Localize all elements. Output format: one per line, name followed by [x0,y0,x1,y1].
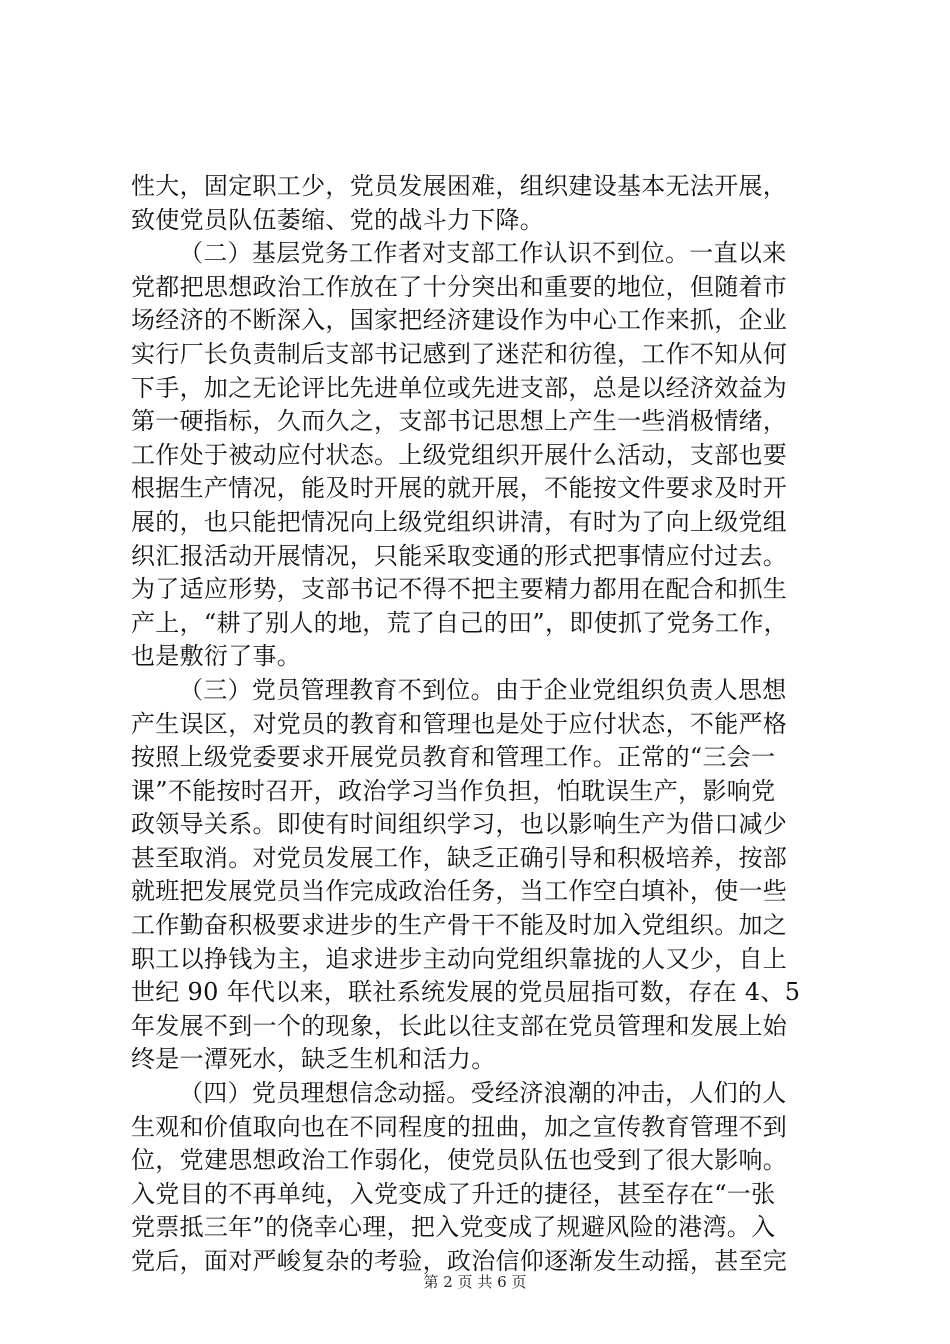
text-line: 入党目的不再单纯，入党变成了升迁的捷径，甚至存在“一张 [131,1179,776,1208]
page-number-footer: 第 2 页 共 6 页 [423,1273,527,1291]
text-line: （四）党员理想信念动摇。受经济浪潮的冲击，人们的人 [179,1079,787,1108]
text-line: 根据生产情况，能及时开展的就开展，不能按文件要求及时开 [131,474,788,503]
text-line: 年发展不到一个的现象，长此以往支部在党员管理和发展上始 [131,1011,788,1040]
text-line: 党后，面对严峻复杂的考验，政治信仰逐渐发生动摇，甚至完 [131,1247,788,1275]
text-line: 生观和价值取向也在不同程度的扭曲，加之宣传教育管理不到 [131,1112,788,1141]
text-line: 课”不能按时召开，政治学习当作负担，怕耽误生产，影响党 [131,776,776,805]
text-line: 性大，固定职工少，党员发展困难，组织建设基本无法开展， [131,172,788,200]
text-line: 致使党员队伍萎缩、党的战斗力下降。 [131,205,545,234]
text-line: 党票抵三年”的侥幸心理，把入党变成了规避风险的港湾。入 [131,1213,776,1242]
text-line: 就班把发展党员当作完成政治任务，当工作空白填补，使一些 [131,877,788,906]
text-line: 场经济的不断深入，国家把经济建设作为中心工作来抓，企业 [131,306,788,335]
body-text [131,170,829,1279]
text-line: 产生误区，对党员的教育和管理也是处于应付状态，不能严格 [131,709,788,738]
text-line: 政领导关系。即使有时间组织学习，也以影响生产为借口减少 [131,810,788,839]
text-line: 展的，也只能把情况向上级党组织讲清，有时为了向上级党组 [131,507,788,536]
text-line: 位，党建思想政治工作弱化，使党员队伍也受到了很大影响。 [131,1146,788,1175]
text-line: 工作处于被动应付状态。上级党组织开展什么活动，支部也要 [131,440,788,469]
text-line: 职工以挣钱为主，追求进步主动向党组织靠拢的人又少，自上 [131,944,788,973]
text-line: 为了适应形势，支部书记不得不把主要精力都用在配合和抓生 [131,575,788,604]
text-line: 终是一潭死水，缺乏生机和活力。 [131,1045,496,1074]
text-line: 党都把思想政治工作放在了十分突出和重要的地位，但随着市 [131,272,788,301]
text-line: 也是敷衍了事。 [131,642,302,671]
text-line: （二）基层党务工作者对支部工作认识不到位。一直以来 [179,239,787,268]
text-line: 下手，加之无论评比先进单位或先进支部，总是以经济效益为 [131,373,788,402]
text-line: 织汇报活动开展情况，只能采取变通的形式把事情应付过去。 [131,541,788,570]
text-line: 按照上级党委要求开展党员教育和管理工作。正常的“三会一 [131,743,776,772]
text-line: 产上，“耕了别人的地，荒了自己的田”，即使抓了党务工作， [131,608,788,637]
text-line: 甚至取消。对党员发展工作，缺乏正确引导和积极培养，按部 [131,843,788,872]
text-line: （三）党员管理教育不到位。由于企业党组织负责人思想 [179,675,787,704]
text-line: 工作勤奋积极要求进步的生产骨干不能及时加入党组织。加之 [131,911,788,940]
text-line: 世纪 90 年代以来，联社系统发展的党员屈指可数，存在 4、5 [131,978,801,1007]
text-line: 实行厂长负责制后支部书记感到了迷茫和彷徨，工作不知从何 [131,339,788,368]
text-line: 第一硬指标，久而久之，支部书记思想上产生一些消极情绪， [131,407,788,436]
